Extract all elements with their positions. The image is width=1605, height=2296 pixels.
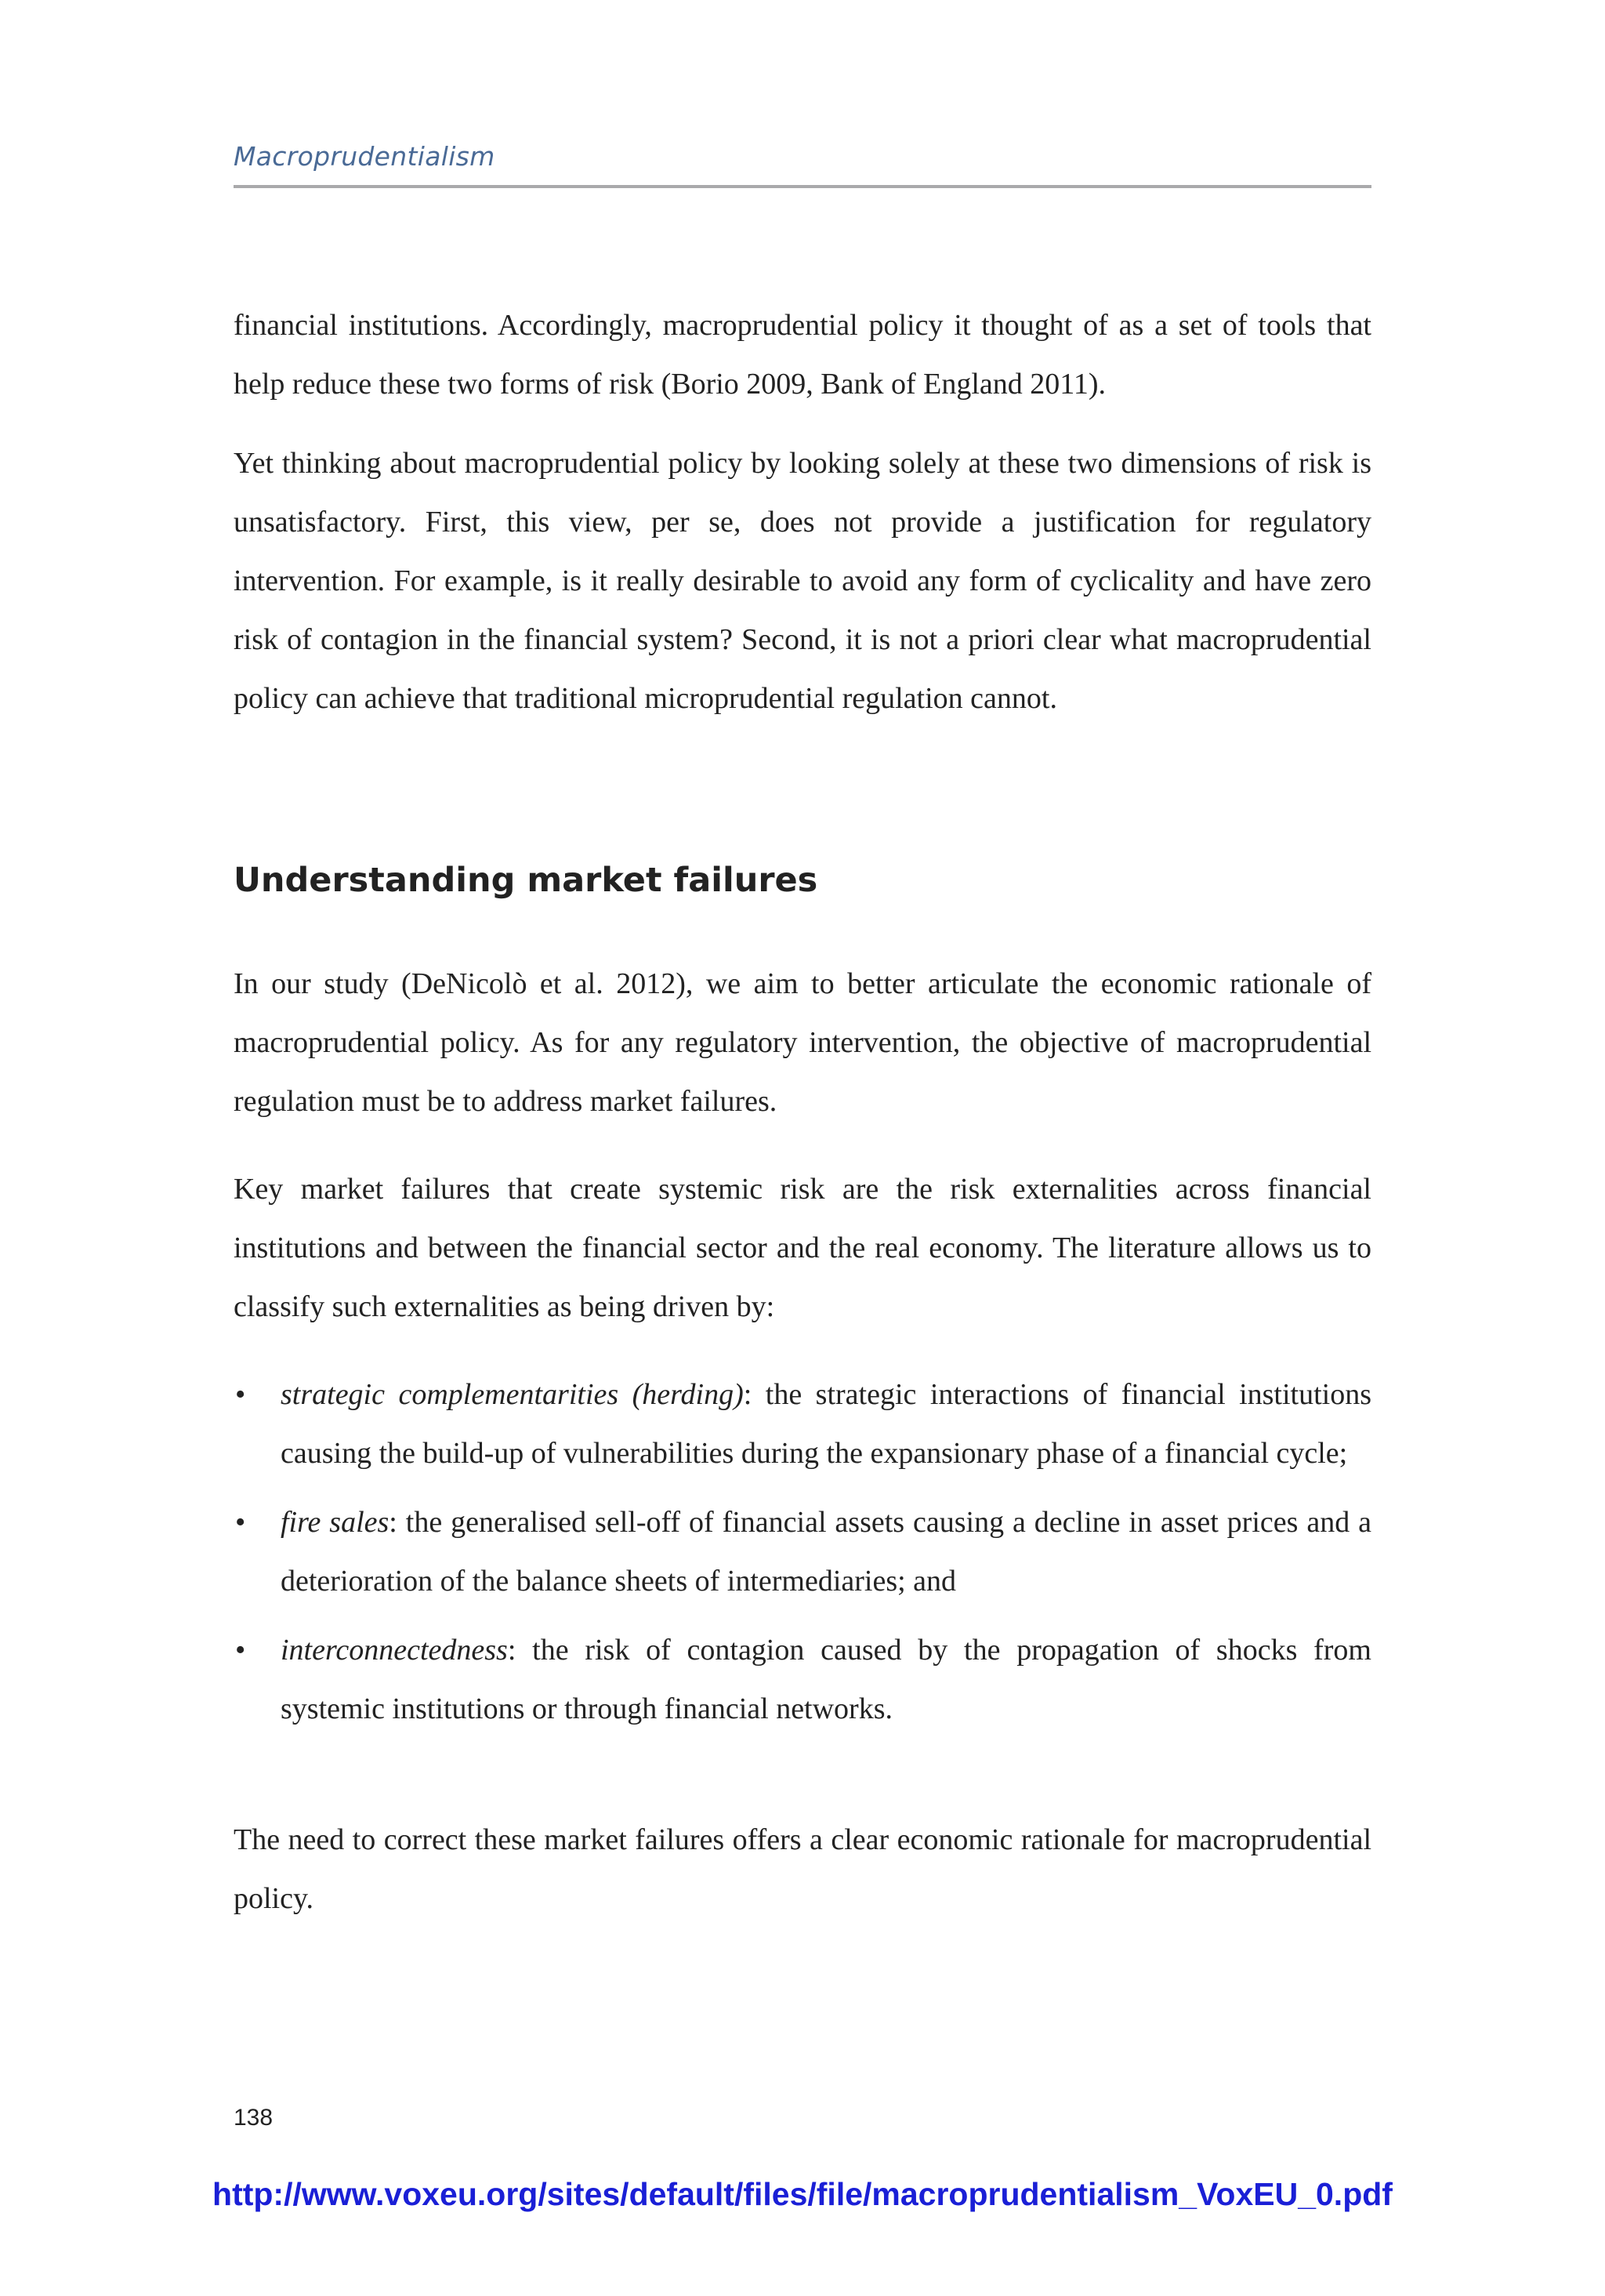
- bullet-icon: •: [235, 1506, 246, 1539]
- section-heading: Understanding market failures: [234, 861, 818, 900]
- list-item-term: fire sales: [281, 1506, 389, 1539]
- paragraph-conclusion: The need to correct these market failures offers a clear economic rationale for macroprudential policy.: [234, 1823, 1371, 1915]
- bullet-list: [234, 1366, 1371, 1749]
- list-item-term: interconnectedness: [281, 1634, 508, 1667]
- running-header: Macroprudentialism: [234, 141, 495, 172]
- list-item-text: : the strategic interactions of financial institutions causing the build-up of vulnerabilities during the expansionary phase of a financial cycle;: [281, 1378, 1372, 1470]
- list-item: [234, 1493, 1371, 1611]
- header-rule: [234, 185, 1371, 188]
- list-item: [234, 1366, 1371, 1483]
- paragraph-intro: financial institutions. Accordingly, macroprudential policy it thought of as a set of tools that help reduce these two forms of risk (Borio 2009, Bank of England 2011).: [234, 309, 1371, 401]
- paragraph-study: In our study (DeNicolò et al. 2012), we aim to better articulate the economic rationale of macroprudential policy. As for any regulatory intervention, the objective of macroprudential regulation must be to address market failures.: [234, 967, 1371, 1118]
- bullet-icon: •: [235, 1378, 246, 1411]
- bullet-icon: •: [235, 1634, 246, 1667]
- page-number: 138: [234, 2105, 274, 2131]
- source-url-link[interactable]: http://www.voxeu.org/sites/default/files/file/macroprudentialism_VoxEU_0.pdf: [212, 2176, 1393, 2212]
- list-item: [234, 1621, 1371, 1739]
- list-item-text: : the generalised sell-off of financial assets causing a decline in asset prices and a deterioration of the balance sheets of intermediaries; and: [281, 1506, 1371, 1598]
- paragraph-market-failures: Key market failures that create systemic risk are the risk externalities across financial institutions and between the financial sector and the real economy. The literature allows us to classify such externalities as being driven by:: [234, 1173, 1371, 1323]
- paragraph-critique: Yet thinking about macroprudential policy by looking solely at these two dimensions of risk is unsatisfactory. First, this view, per se, does not provide a justification for regulatory intervention. For example, is it really desirable to avoid any form of cyclicality and have zero risk of contagion in the financial system? Second, it is not a priori clear what macroprudential policy can achieve that traditional microprudential regulation cannot.: [234, 447, 1371, 715]
- list-item-term: strategic complementarities (herding): [281, 1378, 744, 1411]
- list-item-text: : the risk of contagion caused by the propagation of shocks from systemic institutions or through financial networks.: [281, 1634, 1371, 1725]
